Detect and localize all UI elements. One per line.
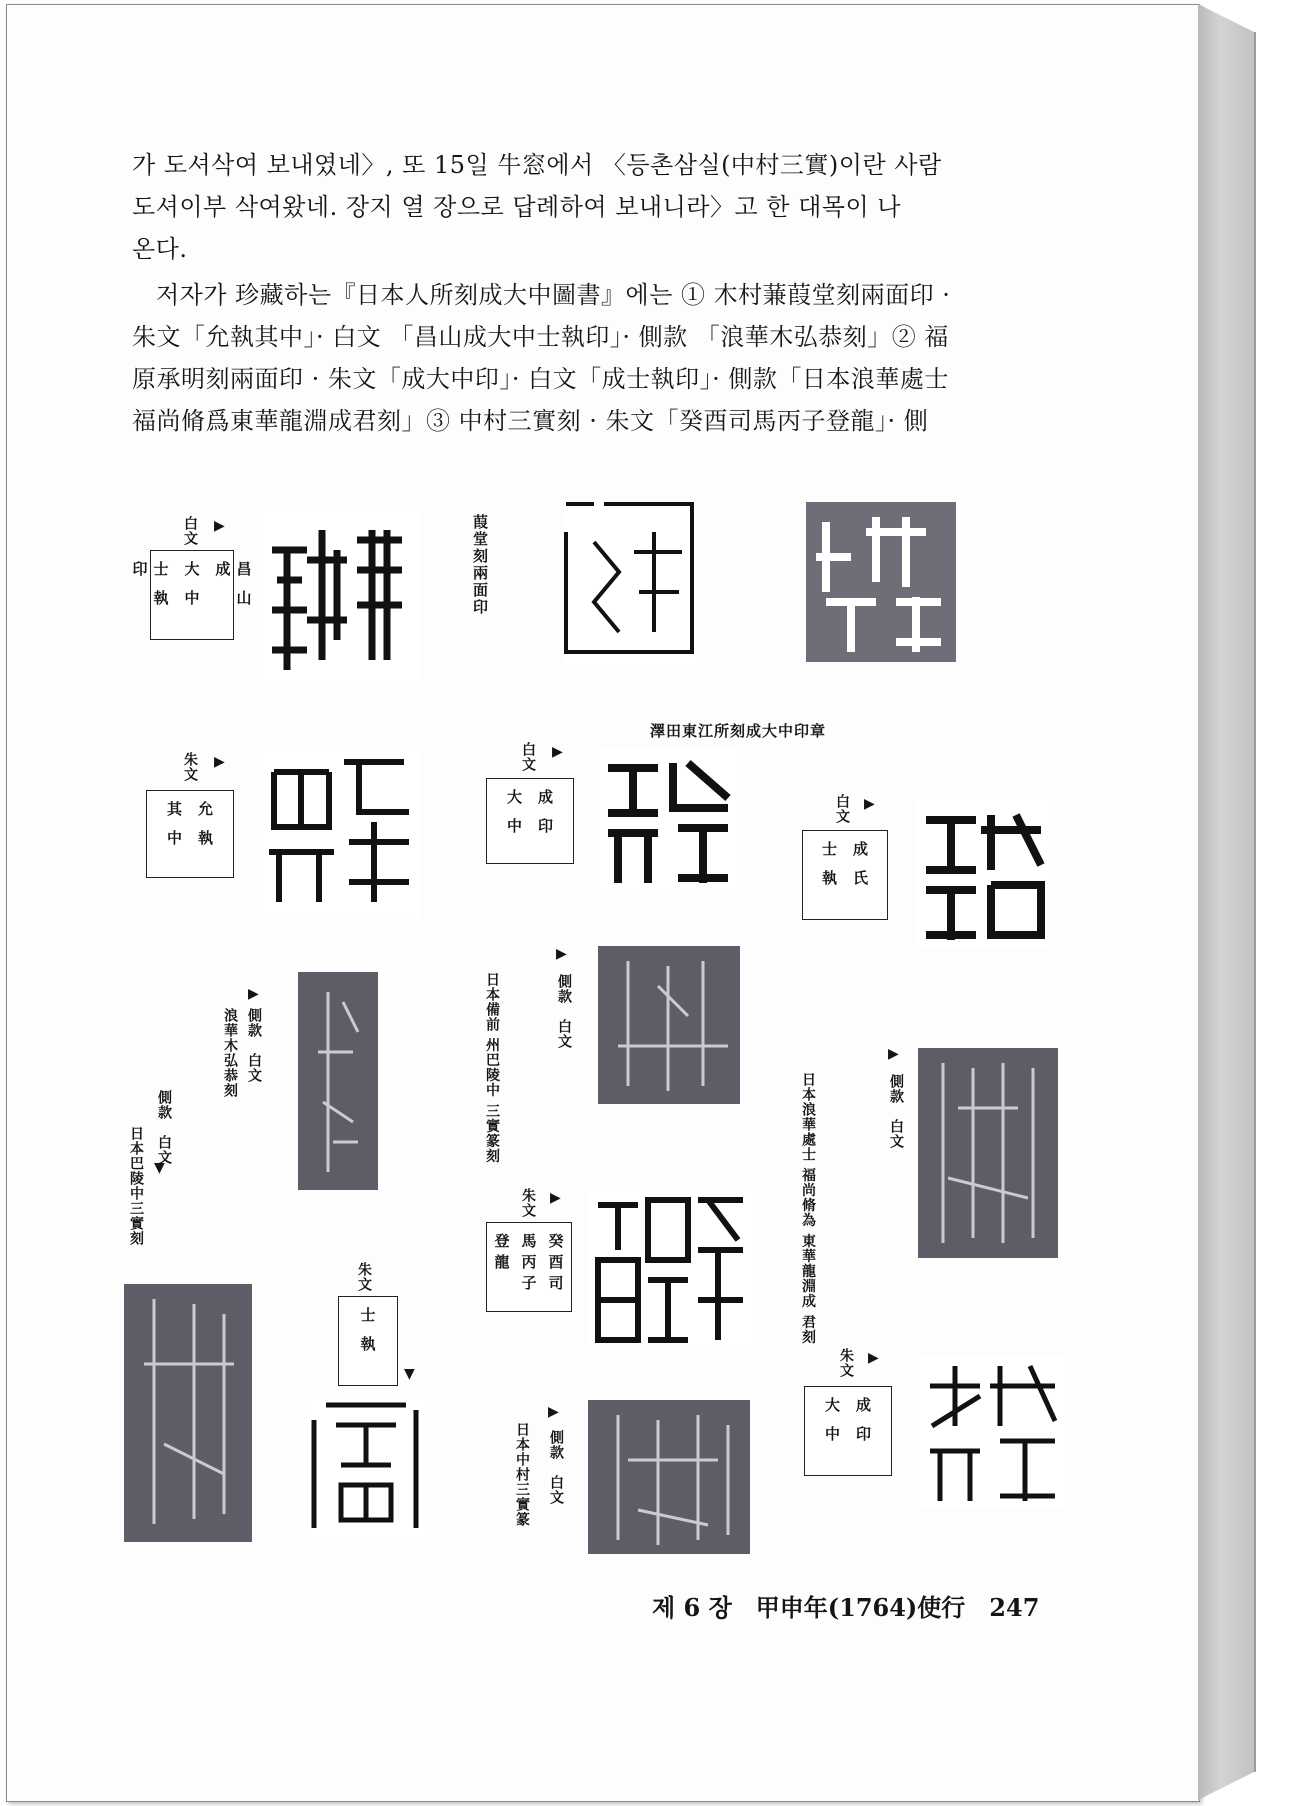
rubbing-texture-icon [588,1400,750,1554]
side-inscription-rubbing [598,946,740,1104]
label-cekuan: 側款 白文 [888,1074,904,1149]
label-baiwen: 白文 [182,516,198,546]
seal-impression [916,800,1050,948]
seal-impression [262,510,420,680]
arrow-icon: ▶ [864,796,875,812]
rubbing-texture-icon [598,946,740,1104]
seal-text: 士執 [358,1307,377,1365]
paragraph-2 [132,274,1032,442]
label-baiwen: 白文 [834,794,850,824]
arrow-icon: ▶ [548,1404,559,1420]
inscription-text: 日本中村三實篆 [514,1422,530,1527]
rubbing-texture-icon [124,1284,252,1542]
page-footer [652,1588,1039,1623]
seal-glyph-icon [916,800,1050,948]
seal-text: 成印 [854,1397,872,1455]
seal-impression [588,1190,752,1350]
text-line: 福尚脩爲東華龍淵成君刻」③ 中村三實刻 · 朱文「癸酉司馬丙子登龍」· 側 [132,407,929,435]
text-line: 原承明刻兩面印 · 朱文「成大中印」· 白文「成士執印」· 側款「日本浪華處士 [132,365,949,393]
text-line: 朱文「允執其中」· 白文 「昌山成大中士執印」· 側款 「浪華木弘恭刻」② 福 [132,323,949,351]
caption-sawada: 澤田東江所刻成大中印章 [650,722,827,740]
seal-text: 大中 [182,561,201,619]
seal-glyph-icon [262,510,420,680]
seal-text: 大中 [823,1397,841,1455]
side-inscription-rubbing [298,972,378,1190]
seal-glyph-icon [920,1356,1064,1508]
seal-text: 昌山成 [213,561,253,619]
seal-text: 士執 [820,841,838,899]
seal-transcription-box [802,830,888,920]
inscription-text: 日本浪華處士 福尚脩為 東華龍淵成 君刻 [800,1072,816,1345]
side-inscription-rubbing [918,1048,1058,1258]
inscription-text: 日本巴陵中三實刻 [128,1126,144,1246]
seal-text: 癸酉司 [546,1233,565,1296]
rubbing-texture-icon [918,1048,1058,1258]
arrow-icon: ▶ [888,1046,899,1062]
seal-transcription-box [486,1222,572,1312]
inscription-text: 浪華木弘恭刻 [222,1008,238,1098]
label-cekuan: 側款 白文 [246,1008,262,1083]
seal-glyph-icon [264,752,420,918]
seal-text: 成氏 [851,841,869,899]
seal-text: 其中 [165,801,183,859]
seal-glyph-icon [306,1400,424,1538]
seal-glyph-icon [598,748,738,894]
arrow-icon: ▶ [556,946,567,962]
seal-text: 大中 [505,789,523,847]
arrow-icon: ▶ [868,1350,879,1366]
chapter-title: 제 6 장 甲申年(1764)使行 [652,1593,966,1622]
seal-transcription-box [804,1386,892,1476]
seal-impression [564,502,696,664]
seal-transcription-box [338,1296,398,1386]
label-zhuwen: 朱文 [182,752,198,782]
arrow-icon: ▼ [404,1366,415,1382]
caption-kenka: 葭堂刻兩面印 [471,514,489,616]
inscription-text: 日本備前 州巴陵中 三實篆刻 [484,972,500,1164]
label-zhuwen: 朱文 [356,1262,372,1292]
paragraph-1 [132,144,1032,270]
page-edge-line [1254,32,1256,1772]
arrow-icon: ▶ [214,518,225,534]
seal-impression [806,502,956,662]
seal-impression [598,748,738,894]
seal-transcription-box [146,790,234,878]
seal-impression [306,1400,424,1538]
seal-text: 登龍 [492,1233,511,1275]
seal-glyph-icon [564,502,696,664]
label-zhuwen: 朱文 [838,1348,854,1378]
arrow-icon: ▶ [248,986,259,1002]
seal-text: 成印 [536,789,554,847]
seal-impression [920,1356,1064,1508]
text-line: 도셔이부 삭여왔네. 장지 열 장으로 답례하여 보내니라〉고 한 대목이 나 [132,193,901,221]
seal-transcription-box [486,778,574,864]
label-baiwen: 白文 [520,742,536,772]
label-cekuan: 側款 白文 [156,1090,172,1165]
seal-text: 士執印 [130,561,170,619]
arrow-icon: ▶ [214,754,225,770]
arrow-icon: ▼ [154,1160,165,1176]
seal-text: 馬丙子 [519,1233,538,1296]
seal-transcription-box [130,550,253,640]
page-edge [1198,4,1254,1800]
text-line: 온다. [132,235,188,263]
side-inscription-rubbing [588,1400,750,1554]
arrow-icon: ▶ [550,1190,561,1206]
seal-glyph-icon [588,1190,752,1350]
label-zhuwen: 朱文 [520,1188,536,1218]
label-cekuan: 側款 白文 [556,974,572,1049]
seal-glyph-icon [806,502,956,662]
label-cekuan: 側款 白文 [548,1430,564,1505]
seal-text: 允執 [196,801,214,859]
text-line: 가 도셔삭여 보내였네〉, 또 15일 牛窓에서 〈등촌삼실(中村三實)이란 사람 [132,151,942,179]
text-line: 저자가 珍藏하는『日本人所刻成大中圖書』에는 ① 木村蒹葭堂刻兩面印 · [156,281,951,309]
rubbing-texture-icon [298,972,378,1190]
page-number: 247 [989,1593,1040,1622]
arrow-icon: ▶ [552,744,563,760]
side-inscription-rubbing [124,1284,252,1542]
seal-impression [264,752,420,918]
